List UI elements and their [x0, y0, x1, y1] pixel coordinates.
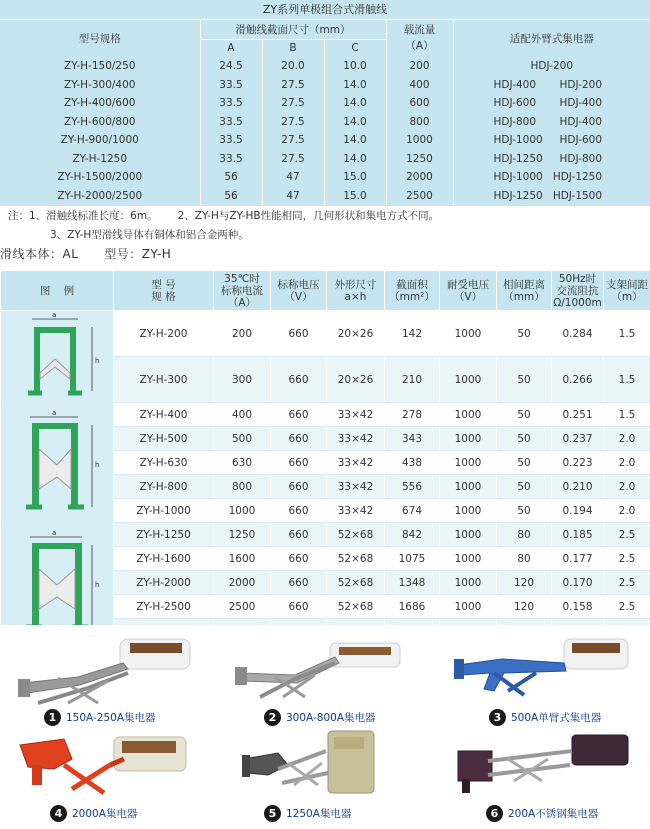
header-area-line2: （mm²）: [389, 290, 435, 303]
cell-current: 630: [214, 451, 271, 475]
cell-support: 2.5: [604, 547, 650, 571]
dim-a-label: a: [52, 311, 57, 319]
cell-support: 2.5: [604, 523, 650, 547]
cell-voltage: 660: [271, 475, 327, 499]
collector-model-2: HDJ-400: [559, 97, 603, 110]
header-voltage-line2: （V）: [284, 290, 313, 303]
cell-current: 1600: [214, 547, 271, 571]
cell-current: 800: [386, 113, 453, 132]
cell-dims: 52×68: [327, 523, 385, 547]
collector-photo-6: [452, 729, 632, 801]
cell-imped: 0.210: [552, 475, 604, 499]
cell-b: 27.5: [262, 150, 324, 169]
collector-caption-5: [264, 805, 351, 822]
collector-photo-3: [454, 629, 634, 709]
cell-imped: 0.158: [552, 595, 604, 619]
cell-imped: 0.251: [552, 403, 604, 427]
cell-voltage: 660: [271, 571, 327, 595]
cell-current: 500: [214, 427, 271, 451]
cell-support: 2.0: [604, 475, 650, 499]
header-collector: 适配外臂式集电器: [453, 19, 650, 57]
cell-voltage: 660: [271, 403, 327, 427]
cell-spacing: 50: [497, 427, 552, 451]
cell-collectors: [453, 94, 650, 113]
cell-imped: 0.177: [552, 547, 604, 571]
cell-imped: 0.237: [552, 427, 604, 451]
header-dims-line1: 外形尺寸: [334, 278, 377, 291]
cell-model: ZY-H-1250: [114, 523, 214, 547]
cell-model: ZY-H-400: [114, 403, 214, 427]
cell-model: ZY-H-1500/2000: [57, 171, 143, 184]
cell-area: 842: [385, 523, 440, 547]
cell-current: 400: [214, 403, 271, 427]
notes: [8, 207, 439, 245]
collector-model-2: HDJ-200: [559, 78, 603, 91]
cell-dims: 33×42: [327, 475, 385, 499]
cell-spacing: 80: [497, 523, 552, 547]
cell-collectors: [453, 131, 650, 150]
cell-current: 800: [214, 475, 271, 499]
cell-c: 14.0: [324, 131, 386, 150]
cell-b: 47: [262, 168, 324, 187]
header-spacing-line2: （mm）: [503, 290, 545, 303]
cell-support: 1.5: [604, 403, 650, 427]
cell-model: ZY-H-630: [114, 451, 214, 475]
collector-photo-2: [235, 635, 405, 709]
cell-b: 27.5: [262, 113, 324, 132]
cell-spacing: 120: [497, 571, 552, 595]
cell-dims: 33×42: [327, 451, 385, 475]
header-spacing-line1: 相间距离: [503, 278, 545, 291]
table-row: [0, 150, 650, 169]
rail-profile-figure-3: [12, 529, 102, 633]
header-voltage-line1: 标称电压: [277, 278, 320, 291]
rail-figure-cell: [1, 403, 114, 523]
cell-dims: 52×68: [327, 595, 385, 619]
cell-model: ZY-H-300/400: [64, 78, 136, 91]
cell-withstand: 1000: [440, 403, 497, 427]
cell-c: 14.0: [324, 113, 386, 132]
header-dims-line2: a×h: [344, 290, 367, 303]
rail-profile-figure-1: [12, 311, 102, 399]
cell-dims: 52×68: [327, 571, 385, 595]
cell-imped: 0.185: [552, 523, 604, 547]
collector-model-1: HDJ-1250: [493, 152, 543, 165]
cell-area: 343: [385, 427, 440, 451]
header-current-line1: 35℃时: [224, 272, 260, 285]
table-row: [0, 76, 650, 95]
cell-withstand: 1000: [440, 451, 497, 475]
cell-withstand: 1000: [440, 499, 497, 523]
cell-model: ZY-H-900/1000: [60, 134, 139, 147]
collector-number-2: 2: [264, 709, 281, 726]
collector-model-1: HDJ-1000: [493, 171, 543, 184]
cell-withstand: 1000: [440, 523, 497, 547]
cell-b: 47: [262, 187, 324, 206]
cell-spacing: 50: [497, 403, 552, 427]
cell-imped: 0.284: [552, 311, 604, 357]
cell-a: 33.5: [200, 113, 262, 132]
collector-photo-4: [14, 729, 194, 801]
header-support-line2: （m）: [611, 290, 643, 303]
header-current: [214, 271, 271, 311]
cell-model: ZY-H-200: [114, 311, 214, 357]
cell-voltage: 660: [271, 547, 327, 571]
cell-dims: 20×26: [327, 311, 385, 357]
cell-a: 33.5: [200, 76, 262, 95]
cell-current: 200: [214, 311, 271, 357]
cell-a: 33.5: [200, 94, 262, 113]
collector-label-2: 300A-800A集电器: [286, 712, 376, 724]
header-support-line1: 支架间距: [606, 278, 648, 291]
collector-model-1: HDJ-1000: [493, 134, 543, 147]
cell-area: 556: [385, 475, 440, 499]
cell-support: 2.5: [604, 571, 650, 595]
collector-label-4: 2000A集电器: [72, 808, 138, 820]
header-spacing: [497, 271, 552, 311]
header-b: B: [262, 39, 324, 57]
header-impedance: [552, 271, 604, 311]
cell-current: 2500: [214, 595, 271, 619]
header-section: 滑触线截面尺寸（mm）: [200, 19, 386, 39]
cell-collectors: [453, 187, 650, 206]
collector-model-1: HDJ-1250: [493, 189, 543, 202]
collector-label-6: 200A不锈钢集电器: [508, 808, 599, 820]
cell-withstand: 1000: [440, 571, 497, 595]
collector-model-2: HDJ-1250: [552, 171, 603, 184]
cell-c: 14.0: [324, 94, 386, 113]
cell-a: 33.5: [200, 131, 262, 150]
cell-c: 10.0: [324, 57, 386, 76]
cell-a: 33.5: [200, 150, 262, 169]
cell-model: ZY-H-2500: [114, 595, 214, 619]
cell-b: 27.5: [262, 94, 324, 113]
cell-area: 1075: [385, 547, 440, 571]
cell-support: 2.0: [604, 499, 650, 523]
cell-c: 14.0: [324, 76, 386, 95]
cell-voltage: 660: [271, 427, 327, 451]
rail-profile-figure-2: [12, 409, 102, 513]
cell-collectors: HDJ-200: [453, 57, 650, 76]
cell-current: 2500: [386, 187, 453, 206]
svg-text:h: h: [95, 581, 100, 589]
collector-photo-1: [18, 633, 198, 715]
cell-imped: 0.170: [552, 571, 604, 595]
collector-model-2: HDJ-600: [559, 134, 603, 147]
table-row: [1, 523, 650, 547]
cell-current: 400: [386, 76, 453, 95]
header-voltage: [271, 271, 327, 311]
collector-model-1: HDJ-600: [493, 97, 537, 110]
header-model-line1: 型 号: [151, 278, 176, 291]
cell-model: ZY-H-800: [114, 475, 214, 499]
cell-current: 300: [214, 357, 271, 403]
collector-photo-5: [238, 725, 388, 803]
collector-caption-1: [44, 709, 156, 726]
cell-current: 2000: [214, 571, 271, 595]
cell-withstand: 1000: [440, 475, 497, 499]
note-line-1: 注：1、滑触线标准长度：6m。 2、ZY-H与ZY-HB性能相同，几何形状和集电方式不同。: [8, 210, 440, 222]
cell-spacing: 50: [497, 451, 552, 475]
collector-number-3: 3: [489, 709, 506, 726]
cell-withstand: 1000: [440, 595, 497, 619]
cell-spacing: 50: [497, 499, 552, 523]
header-a: A: [200, 39, 262, 57]
cell-current: 1250: [386, 150, 453, 169]
cell-support: 2.0: [604, 427, 650, 451]
header-current-line1: 载流量: [403, 24, 436, 37]
collector-caption-4: [50, 805, 137, 822]
cell-withstand: 1000: [440, 547, 497, 571]
cell-area: 142: [385, 311, 440, 357]
header-support: [604, 271, 650, 311]
header-impedance-line3: Ω/1000m: [553, 296, 602, 309]
cell-model: ZY-H-1600: [114, 547, 214, 571]
cell-voltage: 660: [271, 311, 327, 357]
table-row: [1, 311, 650, 357]
svg-text:h: h: [95, 461, 100, 469]
collector-caption-2: [264, 709, 376, 726]
collector-label-5: 1250A集电器: [286, 808, 352, 820]
cell-area: 1686: [385, 595, 440, 619]
header-current-line3: （A）: [227, 296, 257, 309]
cell-spacing: 50: [497, 475, 552, 499]
cell-model: ZY-H-300: [114, 357, 214, 403]
header-current-line2: 标称电流: [221, 284, 263, 297]
cell-collectors: [453, 150, 650, 169]
table-row: [1, 403, 650, 427]
rail-body-label: 滑线本体：AL 型号：ZY-H: [0, 247, 172, 261]
cell-model: ZY-H-1000: [114, 499, 214, 523]
cell-collectors: [453, 113, 650, 132]
cell-spacing: 50: [497, 357, 552, 403]
collector-model-1: HDJ-800: [493, 115, 537, 128]
cell-withstand: 1000: [440, 311, 497, 357]
cell-current: 1000: [386, 131, 453, 150]
header-dims: [327, 271, 385, 311]
cell-support: 2.0: [604, 451, 650, 475]
cell-collectors: [453, 76, 650, 95]
table-row: [0, 131, 650, 150]
table-row: [0, 187, 650, 206]
collector-model-2: HDJ-400: [559, 115, 603, 128]
cell-spacing: 80: [497, 547, 552, 571]
collector-number-6: 6: [486, 805, 503, 822]
cell-b: 20.0: [262, 57, 324, 76]
cell-area: 210: [385, 357, 440, 403]
table-row: [0, 113, 650, 132]
header-model: 型号规格: [78, 32, 121, 45]
collector-number-4: 4: [50, 805, 67, 822]
header-current-line2: （A）: [405, 40, 434, 53]
header-model: [114, 271, 214, 311]
cell-imped: 0.194: [552, 499, 604, 523]
cell-model: ZY-H-2000/2500: [57, 189, 143, 202]
cell-voltage: 660: [271, 499, 327, 523]
rail-figure-cell: [1, 311, 114, 403]
table-title: ZY系列单极组合式滑触线: [0, 0, 650, 19]
cell-b: 27.5: [262, 76, 324, 95]
cell-support: 1.5: [604, 311, 650, 357]
cell-spacing: 50: [497, 311, 552, 357]
collector-label-1: 150A-250A集电器: [66, 712, 156, 724]
rail-spec-table: [0, 270, 650, 643]
cell-voltage: 660: [271, 595, 327, 619]
header-area-line1: 截面积: [396, 278, 428, 291]
cell-a: 56: [200, 187, 262, 206]
cell-b: 27.5: [262, 131, 324, 150]
cell-dims: 33×42: [327, 499, 385, 523]
header-model-line2: 规 格: [151, 290, 176, 303]
collector-caption-6: [486, 805, 598, 822]
cell-spacing: 120: [497, 595, 552, 619]
header-c: C: [324, 39, 386, 57]
cell-area: 674: [385, 499, 440, 523]
cell-a: 24.5: [200, 57, 262, 76]
header-withstand-line2: （V）: [453, 290, 483, 303]
table-row: [0, 168, 650, 187]
collector-model-2: HDJ-1500: [552, 189, 603, 202]
cell-current: 600: [386, 94, 453, 113]
cell-model: ZY-H-1250: [72, 152, 128, 165]
cell-withstand: 1000: [440, 357, 497, 403]
header-impedance-line2: 交流阻抗: [556, 284, 599, 297]
cell-area: 438: [385, 451, 440, 475]
cell-c: 15.0: [324, 168, 386, 187]
cell-model: ZY-H-400/600: [64, 97, 136, 110]
cell-area: 278: [385, 403, 440, 427]
cell-collectors: [453, 168, 650, 187]
cell-area: 1348: [385, 571, 440, 595]
header-impedance-line1: 50Hz时: [558, 272, 597, 285]
cell-model: ZY-H-150/250: [64, 60, 136, 73]
cell-c: 15.0: [324, 187, 386, 206]
table-row: [0, 57, 650, 76]
cell-voltage: 660: [271, 523, 327, 547]
cell-model: ZY-H-500: [114, 427, 214, 451]
cell-model: ZY-H-2000: [114, 571, 214, 595]
cell-a: 56: [200, 168, 262, 187]
svg-text:a: a: [52, 529, 57, 537]
cell-c: 14.0: [324, 150, 386, 169]
table-row: [0, 94, 650, 113]
single-pole-rail-table: [0, 0, 650, 206]
collector-model-1: HDJ-400: [493, 78, 537, 91]
cell-current: 2000: [386, 168, 453, 187]
cell-dims: 33×42: [327, 403, 385, 427]
cell-dims: 33×42: [327, 427, 385, 451]
collector-number-5: 5: [264, 805, 281, 822]
cell-voltage: 660: [271, 357, 327, 403]
cell-current: 200: [386, 57, 453, 76]
header-withstand-line1: 耐受电压: [447, 278, 489, 291]
cell-imped: 0.266: [552, 357, 604, 403]
cell-dims: 20×26: [327, 357, 385, 403]
collector-number-1: 1: [44, 709, 61, 726]
collector-model-2: HDJ-800: [559, 152, 603, 165]
svg-text:a: a: [52, 409, 57, 417]
cell-imped: 0.223: [552, 451, 604, 475]
cell-support: 2.5: [604, 595, 650, 619]
header-current: [386, 19, 453, 57]
cell-withstand: 1000: [440, 427, 497, 451]
header-figure: 图 例: [1, 271, 114, 311]
header-area: [385, 271, 440, 311]
note-line-2: 3、ZY-H型滑线导体有铜体和铝合金两种。: [50, 229, 249, 241]
cell-model: ZY-H-600/800: [64, 115, 136, 128]
cell-voltage: 660: [271, 451, 327, 475]
collector-label-3: 500A单臂式集电器: [511, 712, 602, 724]
cell-dims: 52×68: [327, 547, 385, 571]
cell-support: 1.5: [604, 357, 650, 403]
collector-gallery: [0, 625, 650, 829]
cell-current: 1250: [214, 523, 271, 547]
collector-caption-3: [489, 709, 601, 726]
header-withstand: [440, 271, 497, 311]
cell-current: 1000: [214, 499, 271, 523]
svg-text:h: h: [95, 357, 100, 365]
